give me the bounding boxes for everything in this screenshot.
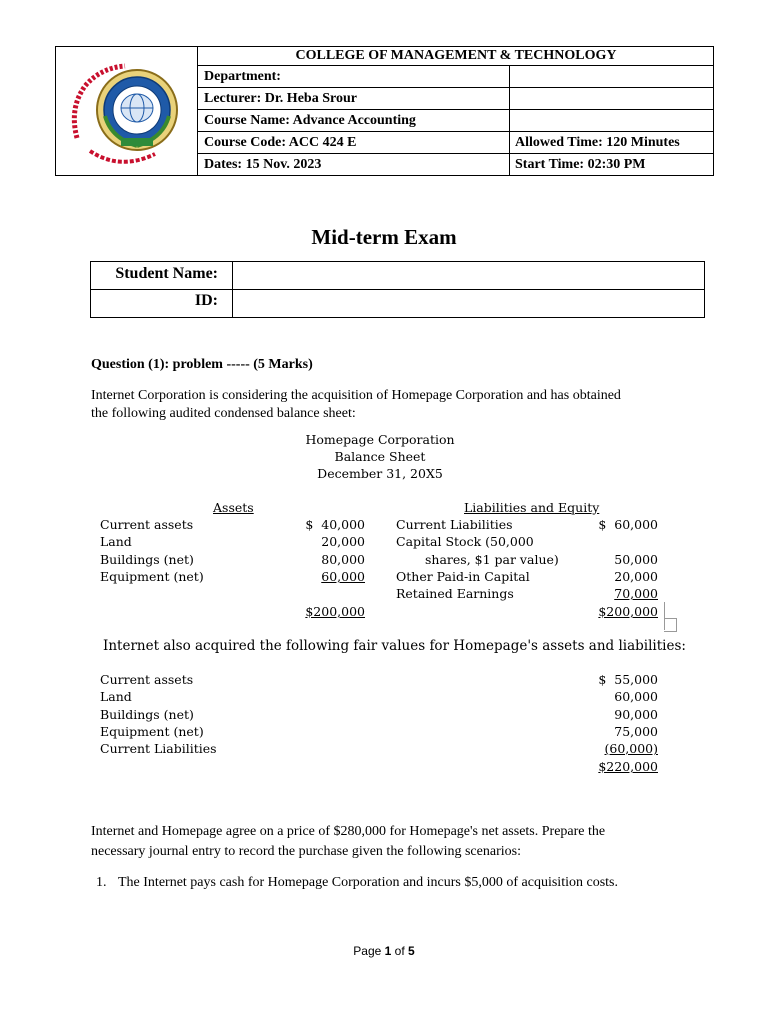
liability-label: Capital Stock (50,000	[396, 534, 534, 549]
assets-total: $200,000	[305, 604, 365, 619]
question-heading: Question (1): problem ----- (5 Marks)	[91, 357, 313, 372]
lecturer-label: Lecturer: Dr. Heba Srour	[204, 91, 357, 106]
college-name: COLLEGE OF MANAGEMENT & TECHNOLOGY	[295, 48, 617, 63]
liability-label: Retained Earnings	[396, 586, 514, 601]
asset-label: Land	[100, 534, 132, 549]
question-intro-line-1: Internet Corporation is considering the acquisition of Homepage Corporation and has obtained	[91, 388, 621, 403]
logo-cell	[55, 46, 198, 176]
assets-heading: Assets	[213, 500, 254, 515]
asset-label: Buildings (net)	[100, 552, 194, 567]
list-number: 1.	[96, 875, 107, 890]
asset-value: 20,000	[321, 534, 365, 549]
student-name-label: Student Name:	[115, 265, 218, 282]
question-intro-line-2: the following audited condensed balance sheet:	[91, 406, 356, 421]
fv-value: 75,000	[614, 724, 658, 739]
department-label: Department:	[204, 69, 281, 84]
fv-label: Buildings (net)	[100, 707, 194, 722]
liability-value: 20,000	[614, 569, 658, 584]
course-code-label: Course Code: ACC 424 E	[204, 135, 357, 150]
asset-value: $ 40,000	[305, 517, 365, 532]
asset-value: 80,000	[321, 552, 365, 567]
page-label: Page	[353, 944, 382, 958]
start-time-label: Start Time: 02:30 PM	[515, 157, 646, 172]
list-item-text: The Internet pays cash for Homepage Corporation and incurs $5,000 of acquisition costs.	[118, 875, 618, 890]
fv-label: Land	[100, 689, 132, 704]
liabilities-heading: Liabilities and Equity	[464, 500, 600, 515]
liability-value: 50,000	[614, 552, 658, 567]
fv-label: Current assets	[100, 672, 194, 687]
asset-value: 60,000	[321, 569, 365, 584]
student-id-label: ID:	[194, 292, 218, 309]
liability-value: $ 60,000	[598, 517, 658, 532]
course-name-label: Course Name: Advance Accounting	[204, 113, 416, 128]
fair-values-intro: Internet also acquired the following fair values for Homepage's assets and liabilities:	[103, 638, 686, 654]
closing-line-1: Internet and Homepage agree on a price of $280,000 for Homepage's net assets. Prepare the	[91, 824, 606, 839]
liabilities-total: $200,000	[598, 604, 658, 619]
allowed-time-label: Allowed Time: 120 Minutes	[515, 135, 680, 150]
page-title: Mid-term Exam	[311, 225, 457, 249]
page-of: of	[394, 944, 405, 958]
asset-label: Equipment (net)	[100, 569, 204, 584]
text-cursor-marker	[664, 618, 677, 632]
bs-date: December 31, 20X5	[317, 466, 443, 481]
student-name-field[interactable]	[233, 262, 704, 289]
fv-value: $ 55,000	[598, 672, 658, 687]
fv-value: (60,000)	[604, 741, 658, 756]
liability-label: shares, $1 par value)	[425, 552, 559, 567]
liability-label: Current Liabilities	[396, 517, 513, 532]
fv-total: $220,000	[598, 759, 658, 774]
page-footer	[0, 944, 768, 958]
dates-label: Dates: 15 Nov. 2023	[204, 157, 322, 172]
page-total: 5	[408, 944, 415, 958]
liability-label: Other Paid-in Capital	[396, 569, 530, 584]
page-number: 1	[384, 944, 392, 958]
bs-company: Homepage Corporation	[305, 432, 455, 447]
liability-value: 70,000	[614, 586, 658, 601]
bs-title: Balance Sheet	[334, 449, 426, 464]
fv-label: Equipment (net)	[100, 724, 204, 739]
fv-label: Current Liabilities	[100, 741, 217, 756]
fv-value: 60,000	[614, 689, 658, 704]
student-id-field[interactable]	[233, 290, 704, 317]
fv-value: 90,000	[614, 707, 658, 722]
asset-label: Current assets	[100, 517, 194, 532]
college-logo-icon	[55, 46, 197, 174]
closing-line-2: necessary journal entry to record the purchase given the following scenarios:	[91, 844, 521, 859]
